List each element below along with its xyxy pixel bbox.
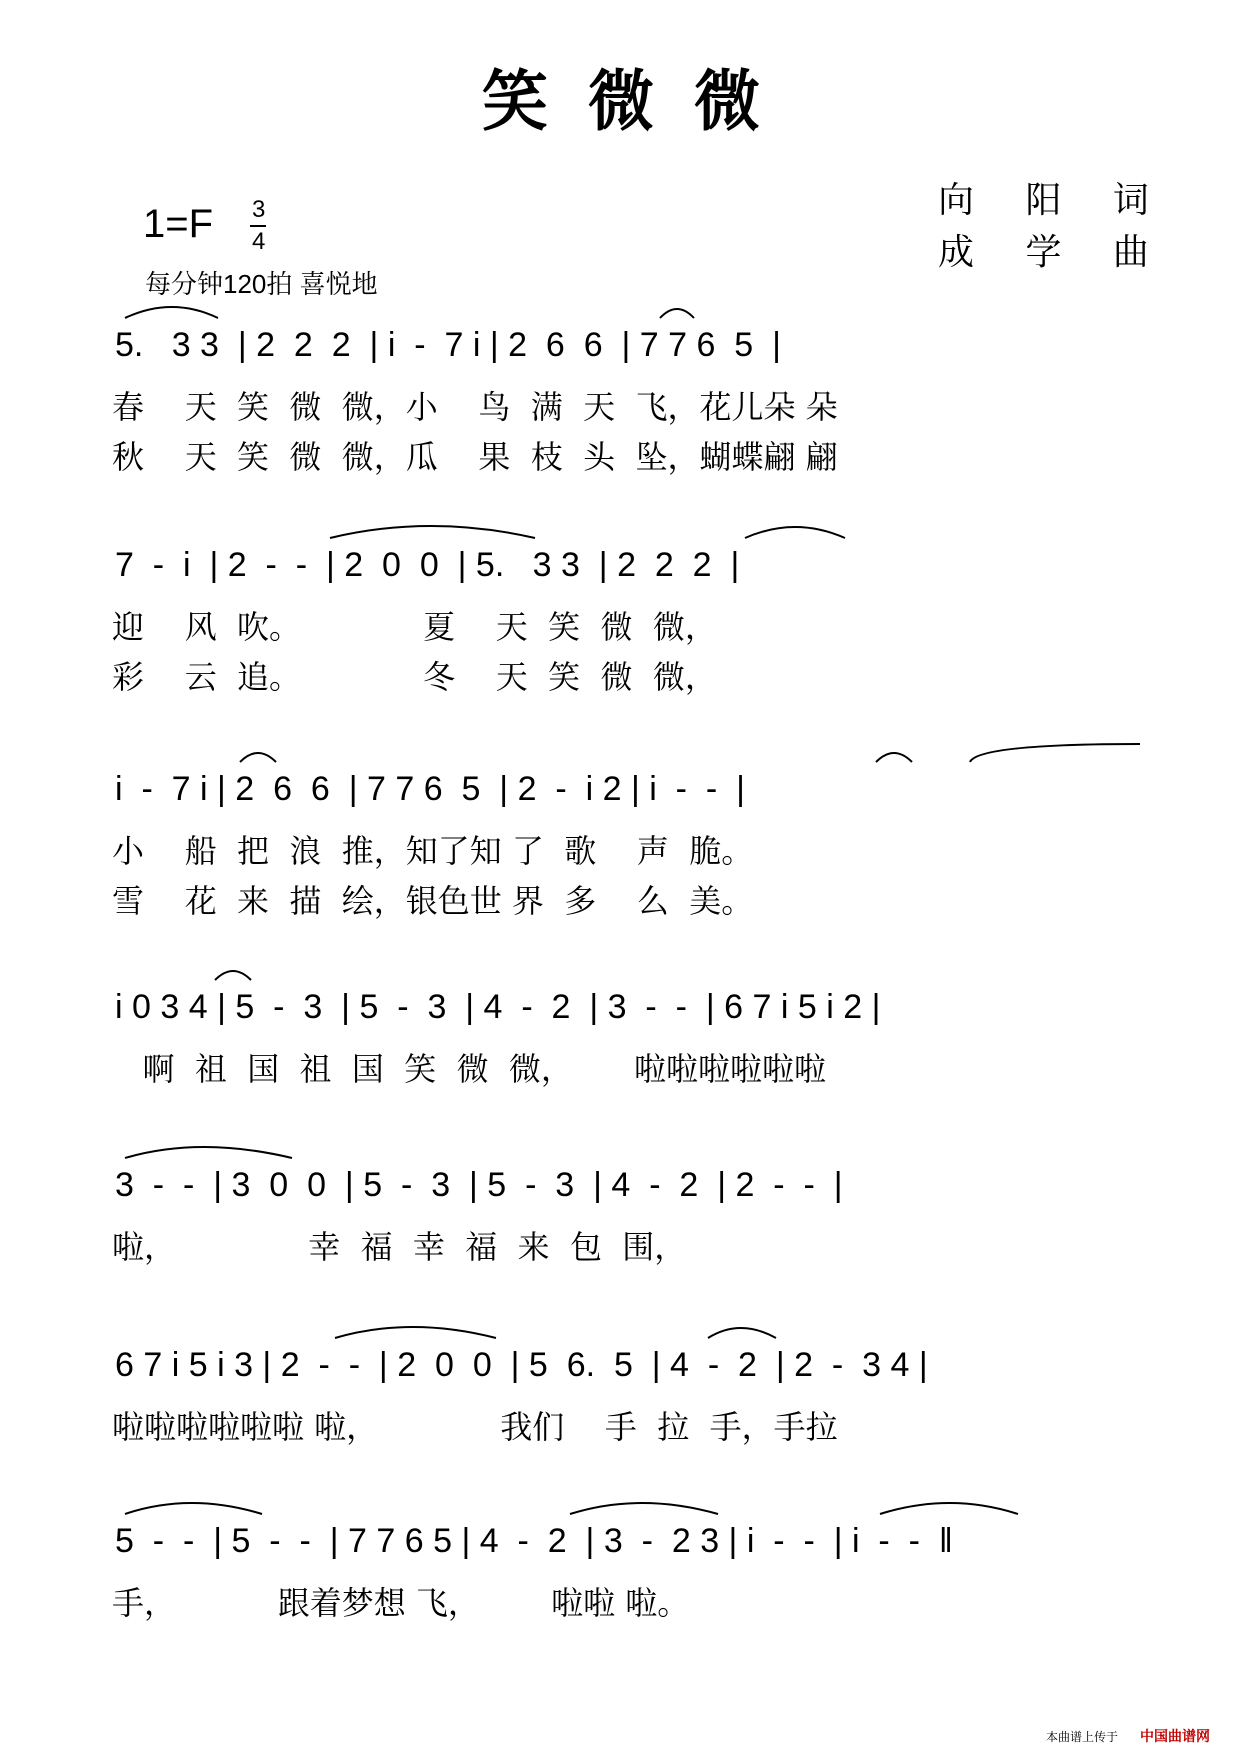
lyric-line: 啦啦啦啦啦啦 啦， 我们 手 拉 手，手拉 xyxy=(112,1408,838,1446)
tempo-marking: 每分钟120拍 喜悦地 xyxy=(145,269,378,299)
notation-line: 7 - i | 2 - - | 2 0 0 | 5. 3 3 | 2 2 2 | xyxy=(115,546,740,584)
slur xyxy=(335,1327,496,1338)
lyricist-credit: 向 阳 词 xyxy=(938,180,1169,221)
lyric-verse-2: 秋 天 笑 微 微，瓜 果 枝 头 坠，蝴蝶翩 翩 xyxy=(112,438,838,476)
slur xyxy=(240,753,276,762)
time-signature-numerator: 3 xyxy=(252,196,266,223)
slur xyxy=(745,527,845,538)
slur xyxy=(125,1503,262,1514)
key-signature: 1=F xyxy=(143,202,214,246)
composer-credit: 成 学 曲 xyxy=(938,232,1169,273)
notation-line: 6 7 i 5 i 3 | 2 - - | 2 0 0 | 5 6. 5 | 4 - 2 | 2 - 3 4 | xyxy=(115,1346,928,1384)
site-logo-icon: 中国曲谱网 xyxy=(1140,1728,1210,1744)
slur xyxy=(125,1147,292,1158)
slur xyxy=(876,753,912,762)
song-title: 笑微微 xyxy=(482,62,800,140)
lyric-verse-2: 雪 花 来 描 绘，银色世 界 多 么 美。 xyxy=(112,882,754,920)
time-signature-denominator: 4 xyxy=(252,228,266,255)
slur xyxy=(215,971,251,980)
slur xyxy=(970,744,1140,762)
upload-note: 本曲谱上传于 xyxy=(1046,1730,1119,1744)
lyric-verse-1: 春 天 笑 微 微，小 鸟 满 天 飞，花儿朵 朵 xyxy=(112,388,838,426)
notation-line: i - 7 i | 2 6 6 | 7 7 6 5 | 2 - i 2 | i - - | xyxy=(115,770,745,808)
slur xyxy=(660,309,694,318)
lyric-line: 手， 跟着梦想 飞， 啦啦 啦。 xyxy=(112,1584,690,1622)
lyric-verse-2: 彩 云 追。 冬 天 笑 微 微， xyxy=(112,658,717,696)
slur xyxy=(125,307,218,318)
slur xyxy=(330,526,535,538)
notation-line: i 0 3 4 | 5 - 3 | 5 - 3 | 4 - 2 | 3 - - | 6 7 i 5 i 2 | xyxy=(115,988,881,1026)
lyric-line: 啦， 幸 福 幸 福 来 包 围， xyxy=(112,1228,687,1266)
notation-line: 5. 3 3 | 2 2 2 | i - 7 i | 2 6 6 | 7 7 6 5 | xyxy=(115,326,781,364)
slur xyxy=(880,1503,1018,1514)
slur xyxy=(570,1503,718,1514)
lyric-line: 啊 祖 国 祖 国 笑 微 微， 啦啦啦啦啦啦 xyxy=(112,1050,826,1088)
notation-line: 3 - - | 3 0 0 | 5 - 3 | 5 - 3 | 4 - 2 | 2 - - | xyxy=(115,1166,843,1204)
lyric-verse-1: 迎 风 吹。 夏 天 笑 微 微， xyxy=(112,608,717,646)
lyric-verse-1: 小 船 把 浪 推，知了知 了 歌 声 脆。 xyxy=(112,832,754,870)
slur xyxy=(708,1328,776,1338)
notation-line: 5 - - | 5 - - | 7 7 6 5 | 4 - 2 | 3 - 2 3 | i - - | i - - ‖ xyxy=(115,1522,953,1560)
